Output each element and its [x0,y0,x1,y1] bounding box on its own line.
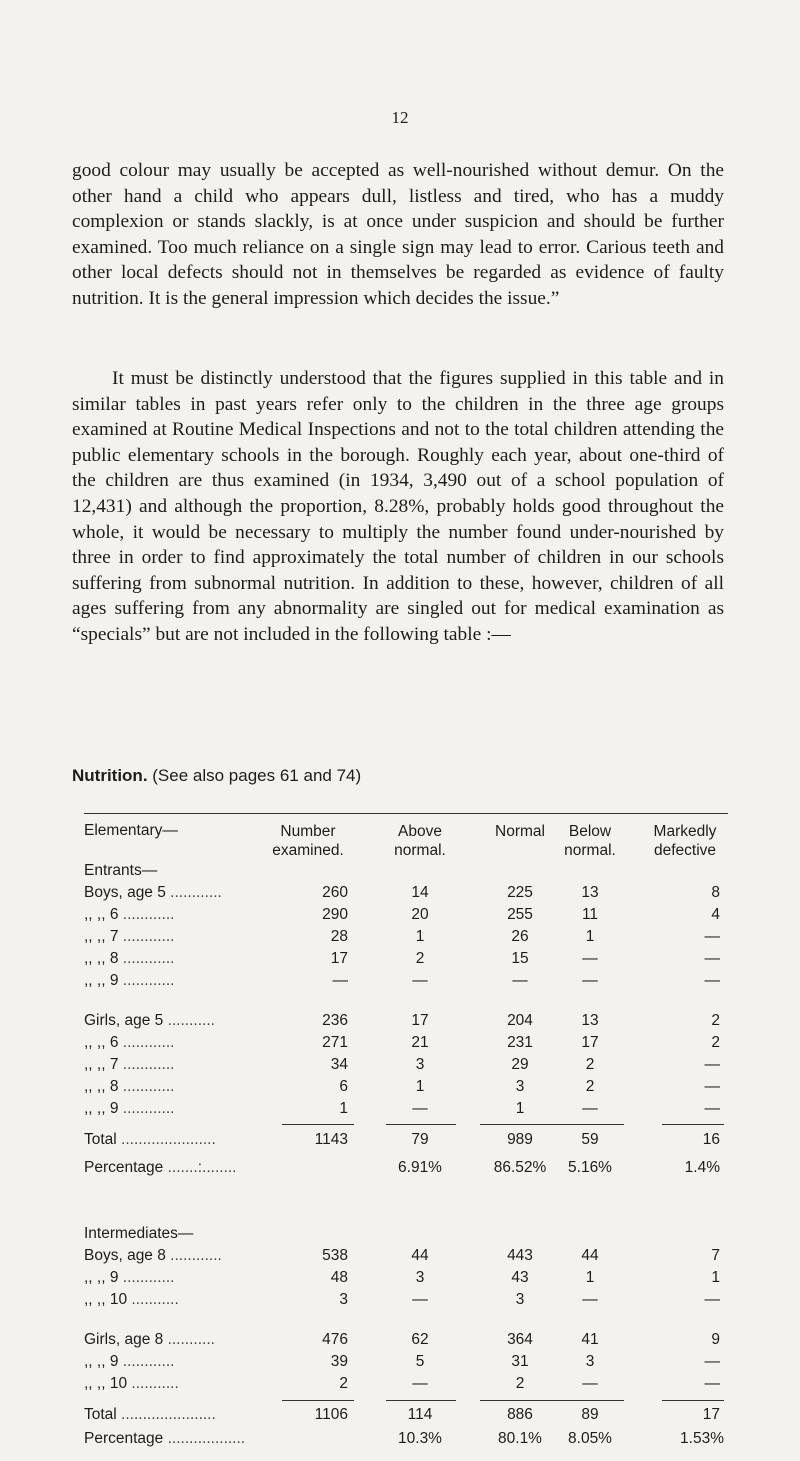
cell-below-normal: 1 [585,1269,595,1286]
cell-above-normal: 3 [415,1269,425,1286]
row-leader-dots: ............ [118,1056,175,1073]
total-markedly-defective: 16 [702,1131,720,1148]
header-normal: Normal [495,823,545,840]
table-row [0,1056,800,1078]
cell-number-examined: 476 [322,1331,348,1348]
cell-number-examined: 34 [330,1056,348,1073]
cell-above-normal: 5 [415,1353,425,1370]
row-label: ,, ,, 6 [84,906,119,923]
subtotal-rule [558,1124,624,1125]
header-number-line2: examined. [272,842,344,859]
row-leader-dots: ............ [165,884,222,901]
cell-markedly-defective: 1 [711,1269,720,1286]
cell-below-normal: 41 [581,1331,599,1348]
subtotal-rule [662,1400,724,1401]
percentage-above-normal: 10.3% [398,1430,442,1447]
subtotal-rule [282,1400,354,1401]
row-leader-dots: ............ [118,972,175,989]
row-leader-dots: ............ [118,906,175,923]
cell-below-normal: 11 [581,906,599,923]
cell-markedly-defective: 9 [711,1331,720,1348]
table-top-rule [84,813,728,814]
cell-number-examined: 28 [330,928,348,945]
cell-markedly-defective: 2 [711,1012,720,1029]
row-label: Boys, age 5 [84,884,166,901]
cell-normal: 204 [507,1012,533,1029]
cell-markedly-defective: 4 [711,906,720,923]
cell-markedly-defective: — [704,1078,720,1095]
header-above-line1: Above [398,823,442,840]
cell-number-examined: 2 [339,1375,348,1392]
cell-number-examined: 1 [339,1100,348,1117]
total-markedly-defective: 17 [702,1406,720,1423]
row-leader-dots: ............ [118,1078,175,1095]
cell-normal: 364 [507,1331,533,1348]
header-markedly-defective [642,822,728,860]
percentage-row [0,1430,800,1452]
table-row [0,950,800,972]
table-row [0,1353,800,1375]
cell-number-examined: 6 [339,1078,348,1095]
cell-number-examined: 260 [322,884,348,901]
cell-below-normal: — [582,1375,598,1392]
cell-markedly-defective: 7 [711,1247,720,1264]
paragraph-figures-note: It must be distinctly understood that the figures supplied in this table and in similar tables in past years refer only to the children in the three age groups examined at Routine Medical Inspections and not to the total children attending the public elementary schools in the borough. Roughly each year, about one-third of the children are thus examined (in 1934, 3,490 out of a school population of 12,431) and although the proportion, 8.28%, probably holds good throughout the whole, it would be necessary to multiply the number found under-nourished by three in order to find approximately the total number of children in our schools suffering from subnormal nutrition. In addition to these, however, children of all ages suffering from any abnormality are singled out for medical examination as “specials” but are not included in the following table :— [72,368,724,645]
table-row [0,1331,800,1353]
row-leader-dots: ............ [165,1247,222,1264]
row-label: ,, ,, 9 [84,1353,119,1370]
subtotal-rule [558,1400,624,1401]
paragraph-continuation: good colour may usually be accepted as well-nourished without demur. On the other hand a child who appears dull, listless and tired, who has a muddy complexion or stands slackly, is at once under suspicion and should be further examined. Too much reliance on a single sign may lead to error. Carious teeth and other local defects should not in themselves be regarded as evidence of faulty nutrition. It is the general impression which decides the issue.” [72,160,724,309]
cell-below-normal: 1 [585,928,595,945]
row-leader-dots: ........... [127,1375,179,1392]
cell-above-normal: 20 [411,906,429,923]
cell-normal: 26 [511,928,529,945]
total-label: Total [84,1406,117,1423]
cell-above-normal: 17 [411,1012,429,1029]
row-label: ,, ,, 10 [84,1375,128,1392]
percentage-normal: 80.1% [498,1430,542,1447]
percentage-below-normal: 5.16% [568,1159,612,1176]
subtotal-rule [386,1400,456,1401]
table-row [0,1375,800,1397]
percentage-below-normal: 8.05% [568,1430,612,1447]
cell-number-examined: — [332,972,348,989]
percentage-above-normal: 6.91% [398,1159,442,1176]
cell-above-normal: 44 [411,1247,429,1264]
cell-below-normal: — [582,1291,598,1308]
cell-markedly-defective: — [704,1353,720,1370]
cell-markedly-defective: — [704,1056,720,1073]
cell-markedly-defective: 8 [711,884,720,901]
table-row [0,1078,800,1100]
cell-above-normal: — [412,1100,428,1117]
cell-above-normal: — [412,1291,428,1308]
table-row [0,928,800,950]
table-row [0,972,800,994]
cell-markedly-defective: — [704,950,720,967]
header-number-line1: Number [280,823,336,840]
total-number-examined: 1106 [314,1406,348,1423]
cell-below-normal: 2 [585,1056,595,1073]
cell-number-examined: 538 [322,1247,348,1264]
cell-markedly-defective: — [704,972,720,989]
header-markedly-line1: Markedly [653,823,717,840]
cell-above-normal: — [412,972,428,989]
cell-normal: 29 [511,1056,529,1073]
cell-above-normal: 1 [415,928,425,945]
subtotal-rule [480,1400,562,1401]
cell-normal: 2 [515,1375,525,1392]
total-above-normal: 79 [411,1131,429,1148]
row-label: ,, ,, 10 [84,1291,128,1308]
total-above-normal: 114 [407,1406,433,1423]
row-leader-dots: ........... [127,1291,179,1308]
row-label: ,, ,, 7 [84,928,119,945]
cell-below-normal: — [582,972,598,989]
cell-below-normal: 13 [581,1012,599,1029]
cell-number-examined: 48 [330,1269,348,1286]
row-leader-dots: ............ [118,928,175,945]
subtotal-rule [480,1124,562,1125]
row-leader-dots: ............ [118,1034,175,1051]
cell-normal: 225 [507,884,533,901]
header-below-normal [555,822,625,860]
total-number-examined: 1143 [314,1131,348,1148]
cell-normal: 443 [507,1247,533,1264]
cell-markedly-defective: — [704,1100,720,1117]
row-leader-dots: ........... [163,1331,215,1348]
header-above-line2: normal. [394,842,446,859]
row-leader-dots: ...................... [116,1131,216,1148]
header-below-line2: normal. [564,842,616,859]
total-below-normal: 89 [581,1406,599,1423]
cell-below-normal: 3 [585,1353,595,1370]
row-leader-dots: ............ [118,1100,175,1117]
heading-reference: (See also pages 61 and 74) [147,766,362,785]
table-row [0,1100,800,1122]
table-row [0,1012,800,1034]
cell-below-normal: 13 [581,884,599,901]
percentage-markedly-defective: 1.53% [680,1430,724,1447]
cell-normal: 3 [515,1291,525,1308]
row-label: ,, ,, 9 [84,1100,119,1117]
row-leader-dots: ........... [163,1012,215,1029]
subtotal-rule [282,1124,354,1125]
header-below-line1: Below [568,823,612,840]
cell-normal: 43 [511,1269,529,1286]
cell-markedly-defective: — [704,1291,720,1308]
cell-normal: 255 [507,906,533,923]
cell-normal: 3 [515,1078,525,1095]
cell-number-examined: 39 [330,1353,348,1370]
percentage-label: Percentage [84,1430,164,1447]
cell-number-examined: 17 [330,950,348,967]
cell-above-normal: 14 [411,884,429,901]
percentage-label: Percentage [84,1159,164,1176]
row-label: ,, ,, 6 [84,1034,119,1051]
cell-above-normal: 3 [415,1056,425,1073]
row-label: ,, ,, 9 [84,972,119,989]
cell-number-examined: 271 [322,1034,348,1051]
row-leader-dots: ............ [118,950,175,967]
subtotal-rule [386,1124,456,1125]
cell-above-normal: 1 [415,1078,425,1095]
intermediates-title: Intermediates— [84,1225,194,1242]
header-above-normal [380,822,460,860]
table-row [0,1269,800,1291]
table-row [0,884,800,906]
total-below-normal: 59 [581,1131,599,1148]
percentage-markedly-defective: 1.4% [684,1159,720,1176]
header-markedly-line2: defective [653,842,717,859]
cell-above-normal: 62 [411,1331,429,1348]
percentage-row [0,1159,800,1181]
total-normal: 989 [507,1131,533,1148]
cell-below-normal: — [582,950,598,967]
row-label: ,, ,, 7 [84,1056,119,1073]
total-label: Total [84,1131,117,1148]
cell-above-normal: 2 [415,950,425,967]
cell-above-normal: — [412,1375,428,1392]
cell-above-normal: 21 [411,1034,429,1051]
row-leader-dots: .................. [163,1430,246,1447]
row-label: Boys, age 8 [84,1247,166,1264]
subtotal-rule [662,1124,724,1125]
row-label: ,, ,, 8 [84,1078,119,1095]
row-leader-dots: ...................... [116,1406,216,1423]
total-row [0,1406,800,1428]
table-row [0,906,800,928]
total-normal: 886 [507,1406,533,1423]
cell-markedly-defective: — [704,1375,720,1392]
cell-number-examined: 290 [322,906,348,923]
entrants-title: Entrants— [84,862,158,879]
heading-title: Nutrition. [72,766,148,785]
cell-below-normal: — [582,1100,598,1117]
cell-below-normal: 2 [585,1078,595,1095]
header-number-examined [258,822,358,860]
percentage-normal: 86.52% [493,1159,547,1176]
cell-normal: — [512,972,528,989]
cell-normal: 1 [515,1100,525,1117]
cell-normal: 231 [507,1034,533,1051]
table-row [0,1034,800,1056]
row-leader-dots: .......:........ [163,1159,237,1176]
row-label: ,, ,, 8 [84,950,119,967]
row-label: Girls, age 8 [84,1331,164,1348]
table-row [0,1247,800,1269]
row-label: Girls, age 5 [84,1012,164,1029]
cell-below-normal: 44 [581,1247,599,1264]
cell-number-examined: 236 [322,1012,348,1029]
row-leader-dots: ............ [118,1353,175,1370]
cell-markedly-defective: — [704,928,720,945]
row-label: ,, ,, 9 [84,1269,119,1286]
page-number: 12 [391,108,409,127]
cell-normal: 31 [511,1353,529,1370]
cell-below-normal: 17 [581,1034,599,1051]
table-row [0,1291,800,1313]
cell-markedly-defective: 2 [711,1034,720,1051]
header-category: Elementary— [84,822,178,839]
total-row [0,1131,800,1153]
cell-number-examined: 3 [339,1291,348,1308]
row-leader-dots: ............ [118,1269,175,1286]
cell-normal: 15 [511,950,529,967]
